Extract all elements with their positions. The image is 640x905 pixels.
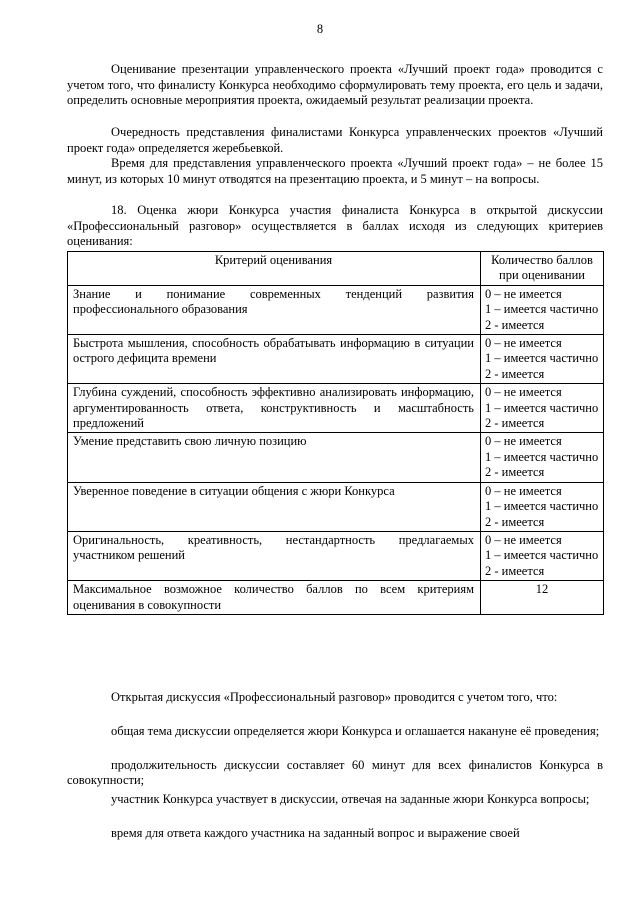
criterion-cell: Знание и понимание современных тенденций развития профессионального образования: [68, 285, 481, 334]
table-total-row: [68, 581, 604, 615]
score-cell: [481, 335, 604, 384]
table-row: [68, 285, 604, 334]
table-row: [68, 384, 604, 433]
paragraph-presentation-time: Время для представления управленческого проекта «Лучший проект года» – не более 15 минут, из которых 10 минут отводятся на презентацию проекта, и 5 минут – на вопросы.: [67, 156, 603, 186]
table-header-row: [68, 252, 604, 286]
score-cell: [481, 433, 604, 482]
paragraph-discussion-topic: общая тема дискуссии определяется жюри Конкурса и оглашается накануне её проведения;: [111, 724, 600, 738]
table-row: [68, 482, 604, 531]
table-row: [68, 433, 604, 482]
criterion-cell: Оригинальность, креативность, нестандартность предлагаемых участником решений: [68, 531, 481, 580]
score-option: 1 – имеется частично: [485, 400, 599, 415]
score-option: 0 – не имеется: [485, 336, 562, 351]
score-option: 1 – имеется частично: [485, 302, 599, 317]
score-option: 0 – не имеется: [485, 483, 562, 498]
score-option: 0 – не имеется: [485, 434, 562, 449]
paragraph-presentation-evaluation: Оценивание презентации управленческого проекта «Лучший проект года» проводится с учетом того, что финалисту Конкурса необходимо сформулировать тему проекта, его цель и задачи, определить основные мероприятия проекта, ожидаемый результат реализации проекта.: [67, 62, 603, 108]
score-option: 1 – имеется частично: [485, 351, 599, 366]
table-row: [68, 335, 604, 384]
criterion-cell: Умение представить свою личную позицию: [68, 433, 481, 482]
paragraph-discussion-criteria: 18. Оценка жюри Конкурса участия финалиста Конкурса в открытой дискуссии «Профессиональный разговор» осуществляется в баллах исходя из следующих критериев оценивания:: [67, 203, 603, 249]
paragraph-discussion-duration: продолжительность дискуссии составляет 60 минут для всех финалистов Конкурса в совокупности;: [67, 758, 603, 788]
score-option: 1 – имеется частично: [485, 449, 599, 464]
score-cell: [481, 384, 604, 433]
total-value: 12: [481, 581, 604, 615]
criteria-table: [67, 251, 604, 615]
criterion-cell: Уверенное поведение в ситуации общения с жюри Конкурса: [68, 482, 481, 531]
score-option: 0 – не имеется: [485, 286, 562, 301]
paragraph-discussion-answer-time: время для ответа каждого участника на заданный вопрос и выражение своей: [111, 826, 520, 840]
score-option: 2 - имеется: [485, 514, 545, 529]
score-option: 2 - имеется: [485, 416, 545, 431]
paragraph-discussion-intro: Открытая дискуссия «Профессиональный разговор» проводится с учетом того, что:: [111, 690, 558, 704]
total-label: Максимальное возможное количество баллов по всем критериям оценивания в совокупности: [68, 581, 481, 615]
score-option: 2 - имеется: [485, 563, 545, 578]
score-cell: [481, 482, 604, 531]
score-cell: [481, 285, 604, 334]
score-option: 0 – не имеется: [485, 385, 562, 400]
table-row: [68, 531, 604, 580]
score-cell: [481, 531, 604, 580]
criterion-cell: Глубина суждений, способность эффективно анализировать информацию, аргументированность ответа, конструктивность и масштабность предложений: [68, 384, 481, 433]
page-number: 8: [316, 22, 324, 36]
paragraph-discussion-participation: участник Конкурса участвует в дискуссии, отвечая на заданные жюри Конкурса вопросы;: [111, 792, 590, 806]
score-option: 1 – имеется частично: [485, 499, 599, 514]
criterion-cell: Быстрота мышления, способность обрабатывать информацию в ситуации острого дефицита времени: [68, 335, 481, 384]
paragraph-presentation-order: Очередность представления финалистами Конкурса управленческих проектов «Лучший проект года» определяется жеребьевкой.: [67, 125, 603, 155]
score-option: 1 – имеется частично: [485, 548, 599, 563]
header-criterion: Критерий оценивания: [68, 252, 481, 286]
score-option: 2 - имеется: [485, 465, 545, 480]
header-score: Количество баллов при оценивании: [481, 252, 604, 286]
score-option: 2 - имеется: [485, 366, 545, 381]
score-option: 2 - имеется: [485, 317, 545, 332]
score-option: 0 – не имеется: [485, 532, 562, 547]
